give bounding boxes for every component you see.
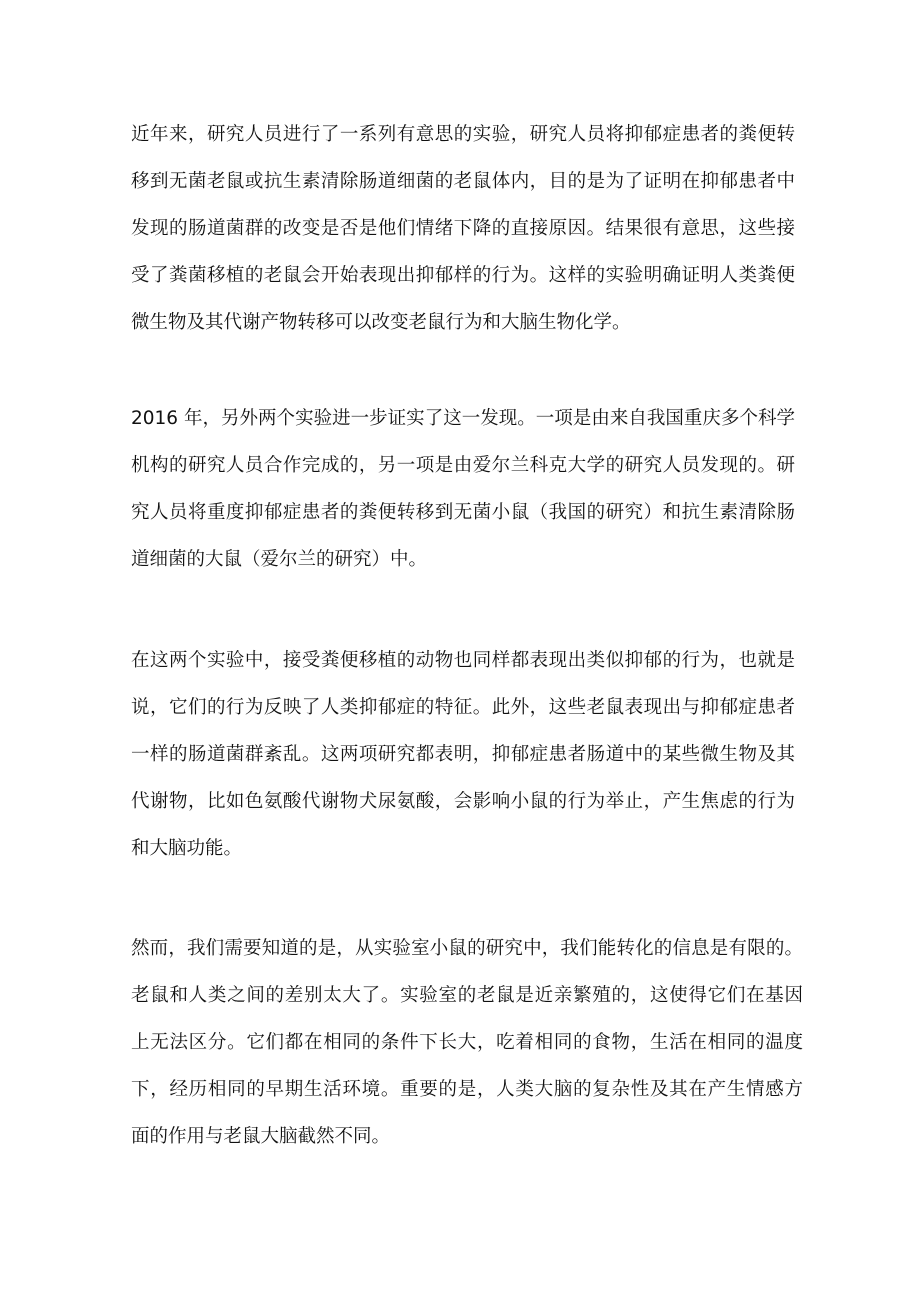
paragraph-2 (131, 395, 795, 583)
text-line: 究人员将重度抑郁症患者的粪便转移到无菌小鼠（我国的研究）和抗生素清除肠 (131, 502, 795, 523)
text-line: 机构的研究人员合作完成的，另一项是由爱尔兰科克大学的研究人员发现的。研 (131, 455, 795, 476)
text-line: 2016 年，另外两个实验进一步证实了这一发现。一项是由来自我国重庆多个科学 (131, 408, 795, 429)
text-line: 移到无菌老鼠或抗生素清除肠道细菌的老鼠体内，目的是为了证明在抑郁患者中 (131, 171, 795, 192)
text-line: 一样的肠道菌群紊乱。这两项研究都表明，抑郁症患者肠道中的某些微生物及其 (131, 744, 795, 765)
text-line: 近年来，研究人员进行了一系列有意思的实验，研究人员将抑郁症患者的粪便转 (131, 124, 795, 145)
text-line: 在这两个实验中，接受粪便移植的动物也同样都表现出类似抑郁的行为，也就是 (131, 650, 795, 671)
text-line: 微生物及其代谢产物转移可以改变老鼠行为和大脑生物化学。 (131, 312, 631, 333)
paragraph-1 (131, 111, 795, 346)
text-line: 和大脑功能。 (131, 838, 243, 859)
text-line: 下，经历相同的早期生活环境。重要的是，人类大脑的复杂性及其在产生情感方 (131, 1079, 803, 1100)
text-line: 受了粪菌移植的老鼠会开始表现出抑郁样的行为。这样的实验明确证明人类粪便 (131, 265, 795, 286)
text-line: 道细菌的大鼠（爱尔兰的研究）中。 (131, 549, 428, 570)
text-line: 说，它们的行为反映了人类抑郁症的特征。此外，这些老鼠表现出与抑郁症患者 (131, 697, 795, 718)
text-line: 上无法区分。它们都在相同的条件下长大，吃着相同的食物，生活在相同的温度 (131, 1032, 803, 1053)
text-line: 代谢物，比如色氨酸代谢物犬尿氨酸，会影响小鼠的行为举止，产生焦虑的行为 (131, 791, 795, 812)
text-line: 发现的肠道菌群的改变是否是他们情绪下降的直接原因。结果很有意思，这些接 (131, 218, 795, 239)
paragraph-4 (131, 925, 803, 1160)
text-line: 老鼠和人类之间的差别太大了。实验室的老鼠是近亲繁殖的，这使得它们在基因 (131, 985, 803, 1006)
text-line: 然而，我们需要知道的是，从实验室小鼠的研究中，我们能转化的信息是有限的。 (131, 938, 803, 959)
text-line: 面的作用与老鼠大脑截然不同。 (131, 1126, 391, 1147)
paragraph-3 (131, 637, 795, 872)
